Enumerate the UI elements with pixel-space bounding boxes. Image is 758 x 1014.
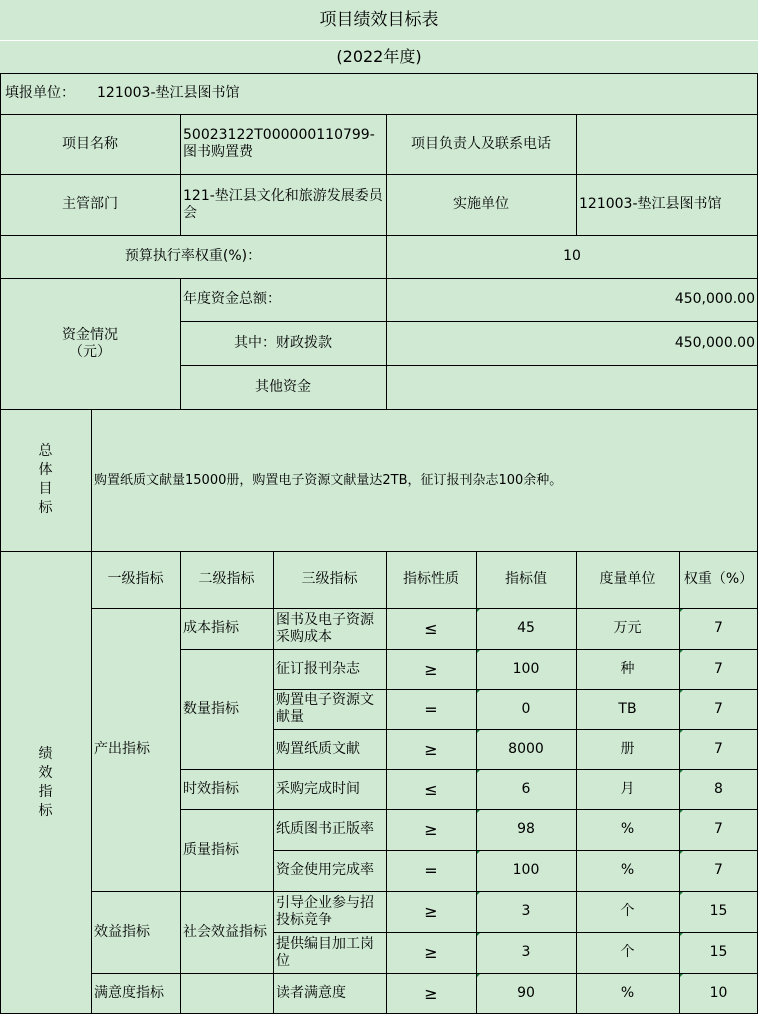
indicator-operator: ≥ (424, 902, 438, 921)
indicator-unit: 个 (620, 903, 635, 919)
indicator-weight: 7 (679, 689, 758, 729)
indicator-value: 100 (476, 850, 576, 891)
indicator-value: 98 (476, 809, 576, 850)
level2-quality: 质量指标 (183, 841, 239, 858)
grid-line-h (0, 235, 758, 236)
indicator-value: 6 (476, 769, 576, 809)
indicator-name: 提供编目加工岗位 (276, 935, 374, 969)
indicator-weight: 15 (679, 932, 758, 973)
budget-weight-value: 10 (563, 248, 581, 264)
supervising-dept-value: 121-垫江县文化和旅游发展委员会 (183, 187, 383, 221)
indicator-value: 0 (476, 689, 576, 729)
grid-line-h (180, 809, 758, 810)
grid-line-h (0, 278, 758, 279)
grid-line-h (0, 73, 758, 74)
indicator-weight: 7 (679, 809, 758, 850)
indicator-operator: ≥ (424, 984, 438, 1003)
grid-line-h (273, 932, 758, 933)
implementing-unit-label: 实施单位 (453, 196, 509, 212)
performance-indicators-label: 绩 效 指 标 (38, 745, 53, 819)
indicator-value: 3 (476, 891, 576, 932)
funds-fiscal-value: 450,000.00 (674, 334, 755, 351)
funds-fiscal-label: 其中：财政拨款 (234, 334, 332, 351)
funds-other-value (386, 365, 758, 409)
grid-line-v (273, 551, 274, 1014)
budget-weight-label: 预算执行率权重(%)： (124, 248, 262, 264)
indicator-operator: ≥ (424, 659, 438, 679)
indicator-unit: % (620, 821, 635, 837)
indicator-unit: 册 (620, 740, 635, 757)
header-nature: 指标性质 (403, 571, 459, 587)
overall-goal-label: 总 体 目 标 (38, 443, 53, 516)
indicator-name: 资金使用完成率 (276, 862, 374, 878)
grid-line-h (180, 321, 758, 322)
indicator-name: 购置电子资源文献量 (276, 692, 374, 725)
header-level3: 三级指标 (301, 571, 358, 587)
fiscal-year: (2022年度) (336, 47, 422, 66)
grid-line-h (0, 409, 758, 410)
level1-benefit: 效益指标 (94, 923, 150, 940)
indicator-weight: 15 (679, 891, 758, 932)
indicator-operator: ≥ (424, 739, 438, 759)
indicator-operator: = (424, 861, 438, 880)
indicator-operator: ≥ (424, 943, 438, 962)
level2-satisfaction (180, 973, 273, 1014)
indicator-unit: 月 (620, 780, 635, 797)
grid-line-h (91, 891, 758, 892)
indicator-operator: = (424, 699, 438, 719)
grid-line-h (180, 649, 758, 650)
indicator-name: 购置纸质文献 (276, 740, 360, 757)
indicator-value: 45 (476, 608, 576, 649)
indicator-name: 引导企业参与招投标竞争 (276, 894, 374, 928)
project-name-value: 50023122T000000110799-图书购置费 (183, 127, 375, 160)
supervising-dept-label: 主管部门 (62, 196, 118, 212)
indicator-name: 图书及电子资源采购成本 (276, 611, 374, 645)
grid-line-v (576, 551, 577, 1014)
grid-line-v (386, 551, 387, 1014)
grid-line-v (679, 551, 680, 1014)
indicator-name: 读者满意度 (276, 985, 346, 1001)
indicator-unit: TB (618, 700, 637, 717)
indicator-weight: 7 (679, 649, 758, 689)
project-contact-label: 项目负责人及联系电话 (411, 135, 551, 152)
project-name-label: 项目名称 (62, 135, 118, 152)
indicator-weight: 7 (679, 608, 758, 649)
indicator-name: 采购完成时间 (276, 780, 360, 797)
funds-total-label: 年度资金总额： (183, 291, 281, 307)
grid-line-h (180, 365, 758, 366)
level2-social-benefit: 社会效益指标 (183, 923, 267, 940)
indicator-name: 纸质图书正版率 (276, 821, 374, 837)
grid-line-v (180, 551, 181, 1014)
level2-quantity: 数量指标 (183, 700, 239, 717)
funds-other-label: 其他资金 (255, 378, 311, 395)
indicator-operator: ≤ (424, 619, 438, 638)
grid-line-v (0, 73, 1, 1014)
grid-line-h (0, 174, 758, 175)
indicator-operator: ≥ (424, 820, 438, 839)
grid-line-v (91, 409, 92, 1014)
header-unit: 度量单位 (599, 571, 656, 587)
indicator-value: 8000 (476, 729, 576, 769)
project-contact-value (576, 114, 758, 174)
indicator-unit: % (620, 862, 635, 878)
sheet-title: 项目绩效目标表 (319, 9, 439, 30)
grid-line-h (0, 551, 758, 552)
indicator-weight: 7 (679, 729, 758, 769)
indicator-weight: 8 (679, 769, 758, 809)
grid-line-h (0, 114, 758, 115)
indicator-name: 征订报刊杂志 (276, 660, 360, 677)
grid-line-h (91, 973, 758, 974)
grid-line-h (273, 729, 758, 730)
grid-line-v (180, 278, 181, 409)
level2-cost: 成本指标 (183, 620, 239, 636)
reporting-unit (0, 73, 758, 114)
indicator-weight: 10 (679, 973, 758, 1014)
reporting-unit-label: 填报单位： (5, 85, 75, 101)
header-level1: 一级指标 (107, 571, 164, 587)
grid-line-v (576, 114, 577, 235)
header-value: 指标值 (505, 571, 547, 587)
indicator-unit: 个 (620, 944, 635, 960)
funds-total-value: 450,000.00 (674, 291, 755, 307)
overall-goal-text: 购置纸质文献量15000册，购置电子资源文献量达2TB，征订报刊杂志100余种。 (94, 472, 563, 488)
header-weight: 权重（%） (683, 571, 754, 587)
grid-line-h (180, 769, 758, 770)
grid-line-h (91, 608, 758, 609)
grid-line-h (273, 689, 758, 690)
indicator-value: 3 (476, 932, 576, 973)
indicator-value: 90 (476, 973, 576, 1014)
reporting-unit-value: 121003-垫江县图书馆 (97, 85, 240, 101)
indicator-unit: % (620, 985, 635, 1001)
indicator-unit: 种 (620, 660, 635, 677)
header-level2: 二级指标 (198, 571, 255, 587)
indicator-unit: 万元 (613, 620, 642, 636)
indicator-value: 100 (476, 649, 576, 689)
grid-line-h (273, 850, 758, 851)
funds-label: 资金情况（元） (62, 326, 118, 360)
level1-output: 产出指标 (94, 741, 150, 757)
indicator-operator: ≤ (424, 779, 438, 799)
grid-line-v (386, 114, 387, 409)
implementing-unit-value: 121003-垫江县图书馆 (579, 196, 722, 212)
grid-line-v (180, 114, 181, 235)
level1-satisfaction: 满意度指标 (94, 985, 164, 1001)
indicator-weight: 7 (679, 850, 758, 891)
level2-timeliness: 时效指标 (183, 780, 239, 797)
grid-line-v (476, 551, 477, 1014)
